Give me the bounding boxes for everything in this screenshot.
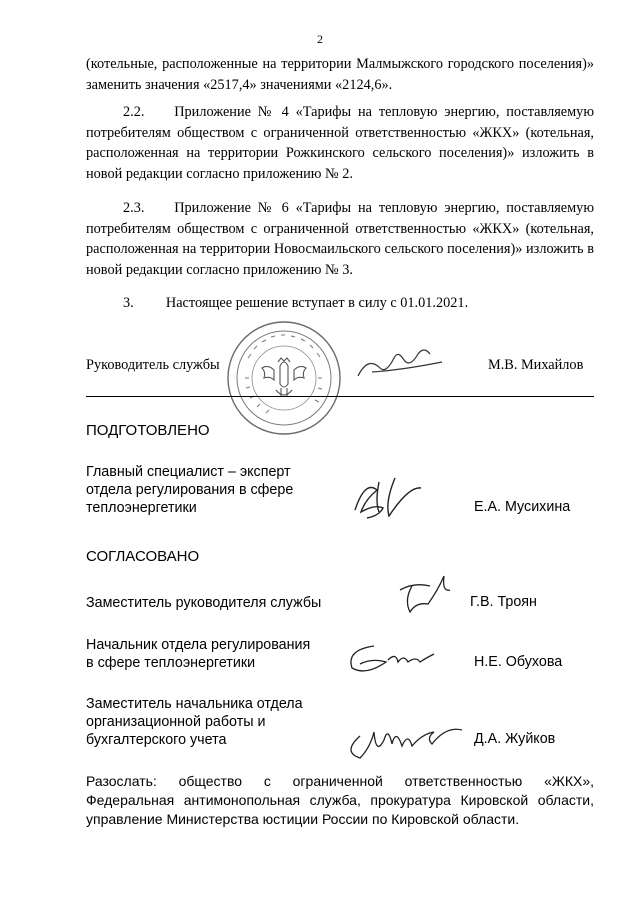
item-number: 2.3. (123, 200, 145, 216)
agreed-position-2 (86, 636, 310, 672)
item-2-2 (86, 102, 594, 184)
item-3 (86, 293, 594, 314)
signature-troyan (392, 570, 472, 620)
agreed-position-3 (86, 695, 303, 749)
signatory-position: Руководитель службы (86, 357, 220, 373)
position-line: Главный специалист – эксперт (86, 464, 291, 480)
prepared-position (86, 463, 293, 517)
signature-musikhina (345, 470, 455, 525)
official-seal-stamp (224, 318, 344, 438)
position-line: бухгалтерского учета (86, 732, 227, 748)
distribution-list: Разослать: общество с ограниченной ответственностью «ЖКХ», Федеральная антимонопольная служба, прокуратура Кировской области, управление Министерства юстиции России по Кировской области. (86, 773, 594, 827)
position-line: теплоэнергетики (86, 500, 197, 516)
prepared-heading: ПОДГОТОВЛЕНО (86, 422, 210, 439)
page-number: 2 (317, 32, 323, 46)
item-text: Настоящее решение вступает в силу с 01.01.2021. (165, 295, 469, 311)
position-line: Заместитель начальника отдела (86, 696, 303, 712)
agreed-name-2: Н.Е. Обухова (474, 654, 563, 670)
signatory-name: М.В. Михайлов (488, 357, 584, 373)
position-line: Заместитель руководителя службы (86, 595, 322, 611)
position-line: Начальник отдела регулирования (86, 637, 311, 653)
item-2-3 (86, 198, 594, 280)
position-line: в сфере теплоэнергетики (86, 655, 256, 671)
separator-line (86, 396, 594, 397)
signature-mikhailov (352, 346, 462, 386)
agreed-position-1 (86, 594, 321, 612)
prepared-name: Е.А. Мусихина (474, 499, 571, 515)
paragraph-continuation: (котельные, расположенные на территории Малмыжского городского поселения)» заменить значения «2517,4» значениями «2124,6». (86, 56, 594, 93)
item-text: Приложение № 4 «Тарифы на тепловую энергию, поставляемую потребителям обществом с ограниченной ответственностью «ЖКХ» (котельная, расположенная на территории Рожкинского сельского поселения)» изложить в новой редакции согласно приложению № 2. (86, 104, 595, 182)
item-number: 3. (123, 295, 134, 311)
agreed-name-3: Д.А. Жуйков (474, 731, 556, 747)
item-text: Приложение № 6 «Тарифы на тепловую энергию, поставляемую потребителям обществом с ограниченной ответственностью «ЖКХ» (котельная, расположенная на территории Новосмаильского сельского поселения)» изложить в новой редакции согласно приложению № 3. (86, 200, 595, 278)
agreed-heading: СОГЛАСОВАНО (86, 548, 200, 565)
position-line: организационной работы и (86, 714, 266, 730)
signature-zhuikov (340, 718, 470, 763)
signature-obukhova (344, 636, 444, 681)
agreed-name-1: Г.В. Троян (470, 594, 537, 610)
position-line: отдела регулирования в сфере (86, 482, 294, 498)
item-number: 2.2. (123, 104, 145, 120)
